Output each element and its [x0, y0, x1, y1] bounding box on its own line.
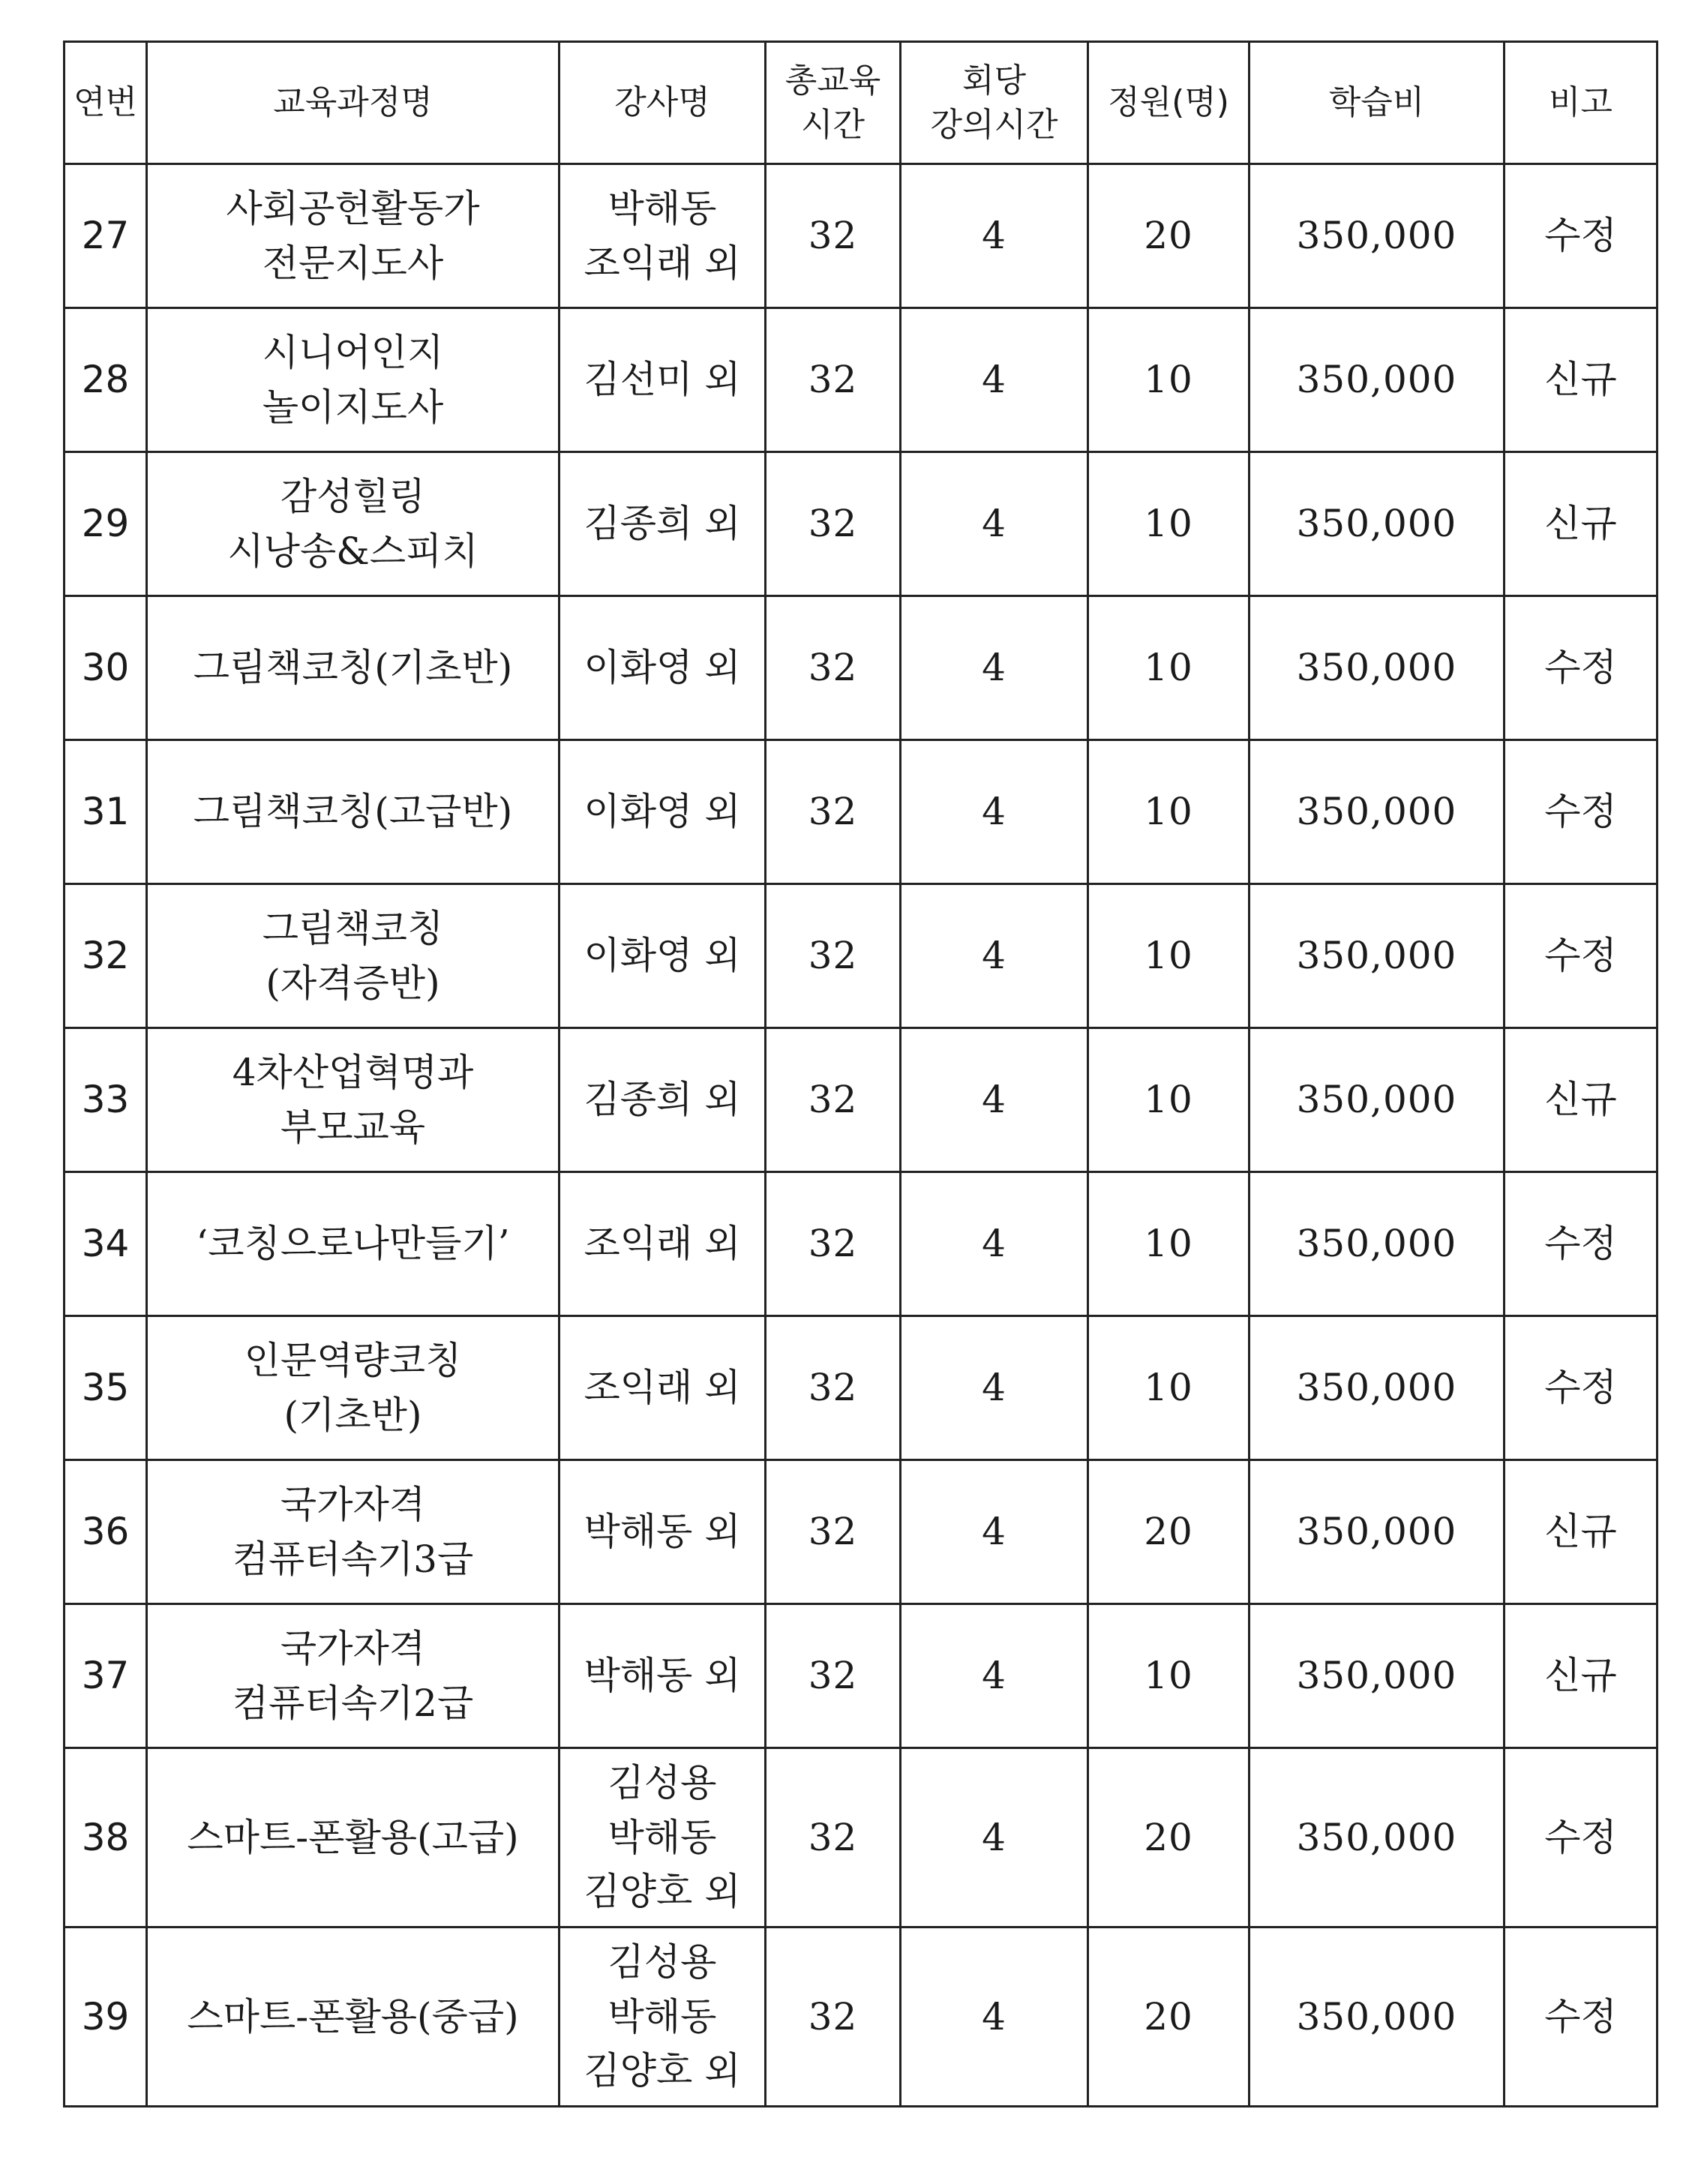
total-hours: 32	[766, 308, 901, 452]
instructor-name	[560, 884, 766, 1028]
instructor-name	[560, 1748, 766, 1928]
fee: 350,000	[1250, 1604, 1504, 1748]
note: 수정	[1504, 740, 1658, 884]
course-name-line: 컴퓨터속기3급	[232, 1537, 474, 1581]
note: 수정	[1504, 1748, 1658, 1928]
capacity: 10	[1088, 452, 1250, 596]
total-hours: 32	[766, 1460, 901, 1604]
instructor-name	[560, 1604, 766, 1748]
session-hours: 4	[901, 1460, 1088, 1604]
session-hours: 4	[901, 308, 1088, 452]
table-row	[64, 308, 1658, 452]
capacity: 10	[1088, 740, 1250, 884]
total-hours: 32	[766, 740, 901, 884]
instructor-name-line: 박해동	[608, 1994, 717, 2038]
header-total-hours	[766, 42, 901, 164]
course-name-line: 감성힐링	[280, 475, 426, 518]
capacity: 10	[1088, 1028, 1250, 1172]
course-table	[63, 40, 1658, 2108]
row-number: 31	[64, 740, 147, 884]
header-no: 연번	[64, 42, 147, 164]
capacity: 20	[1088, 164, 1250, 308]
instructor-name	[560, 308, 766, 452]
course-name	[147, 452, 560, 596]
instructor-name-line: 박해동	[608, 1815, 717, 1859]
table-body	[64, 164, 1658, 2107]
instructor-name-line: 김양호 외	[584, 1870, 741, 1914]
fee: 350,000	[1250, 1460, 1504, 1604]
row-number: 30	[64, 596, 147, 740]
instructor-name	[560, 1928, 766, 2107]
fee: 350,000	[1250, 1928, 1504, 2107]
instructor-name-line: 김성용	[608, 1940, 717, 1984]
note: 수정	[1504, 596, 1658, 740]
capacity: 10	[1088, 884, 1250, 1028]
instructor-name-line: 박해동 외	[584, 1654, 741, 1698]
total-hours: 32	[766, 1316, 901, 1460]
table-row	[64, 452, 1658, 596]
course-name-line: 그림책코칭(고급반)	[193, 790, 513, 834]
fee: 350,000	[1250, 452, 1504, 596]
table-row	[64, 596, 1658, 740]
total-hours: 32	[766, 164, 901, 308]
instructor-name-line: 박해동 외	[584, 1510, 741, 1554]
instructor-name	[560, 740, 766, 884]
instructor-name	[560, 596, 766, 740]
note: 신규	[1504, 452, 1658, 596]
course-name	[147, 1604, 560, 1748]
instructor-name	[560, 452, 766, 596]
course-name-line: (자격증반)	[266, 961, 440, 1005]
total-hours: 32	[766, 1748, 901, 1928]
total-hours: 32	[766, 452, 901, 596]
course-name-line: (기초반)	[284, 1393, 422, 1437]
course-name-line: 국가자격	[280, 1483, 426, 1526]
capacity: 10	[1088, 1604, 1250, 1748]
course-name-line: 컴퓨터속기2급	[232, 1681, 474, 1725]
fee: 350,000	[1250, 164, 1504, 308]
header-instructor: 강사명	[560, 42, 766, 164]
instructor-name	[560, 1460, 766, 1604]
session-hours: 4	[901, 1316, 1088, 1460]
course-name-line: 사회공헌활동가	[226, 187, 480, 230]
course-name-line: 스마트-폰활용(중급)	[187, 1994, 519, 2038]
header-session-hours-line2: 강의시간	[930, 106, 1058, 144]
row-number: 36	[64, 1460, 147, 1604]
capacity: 10	[1088, 308, 1250, 452]
header-total-hours-line1: 총교육	[784, 61, 881, 100]
total-hours: 32	[766, 596, 901, 740]
instructor-name-line: 김종희 외	[584, 1078, 741, 1122]
instructor-name-line: 조익래 외	[584, 241, 741, 285]
session-hours: 4	[901, 164, 1088, 308]
row-number: 29	[64, 452, 147, 596]
session-hours: 4	[901, 1172, 1088, 1316]
fee: 350,000	[1250, 740, 1504, 884]
instructor-name-line: 이화영 외	[584, 646, 741, 690]
course-name	[147, 1316, 560, 1460]
table-row	[64, 1604, 1658, 1748]
session-hours: 4	[901, 1604, 1088, 1748]
instructor-name	[560, 164, 766, 308]
total-hours: 32	[766, 1172, 901, 1316]
instructor-name	[560, 1172, 766, 1316]
capacity: 20	[1088, 1460, 1250, 1604]
course-name	[147, 884, 560, 1028]
note: 수정	[1504, 1316, 1658, 1460]
fee: 350,000	[1250, 596, 1504, 740]
table-row	[64, 1316, 1658, 1460]
table-row	[64, 1028, 1658, 1172]
session-hours: 4	[901, 1928, 1088, 2107]
instructor-name-line: 박해동	[608, 187, 717, 230]
note: 수정	[1504, 1928, 1658, 2107]
row-number: 32	[64, 884, 147, 1028]
row-number: 39	[64, 1928, 147, 2107]
table-row	[64, 1928, 1658, 2107]
note: 신규	[1504, 308, 1658, 452]
total-hours: 32	[766, 1928, 901, 2107]
note: 수정	[1504, 884, 1658, 1028]
row-number: 28	[64, 308, 147, 452]
capacity: 10	[1088, 596, 1250, 740]
course-name	[147, 164, 560, 308]
instructor-name-line: 김양호 외	[584, 2049, 741, 2093]
total-hours: 32	[766, 884, 901, 1028]
course-name-line: 시니어인지	[262, 331, 444, 374]
course-name-line: 국가자격	[280, 1627, 426, 1670]
table-row	[64, 1748, 1658, 1928]
capacity: 10	[1088, 1316, 1250, 1460]
header-capacity: 정원(명)	[1088, 42, 1250, 164]
capacity: 10	[1088, 1172, 1250, 1316]
total-hours: 32	[766, 1604, 901, 1748]
note: 수정	[1504, 164, 1658, 308]
course-name	[147, 1928, 560, 2107]
row-number: 38	[64, 1748, 147, 1928]
fee: 350,000	[1250, 1172, 1504, 1316]
table-row	[64, 740, 1658, 884]
course-name-line: 그림책코칭(기초반)	[193, 646, 513, 690]
capacity: 20	[1088, 1748, 1250, 1928]
session-hours: 4	[901, 452, 1088, 596]
fee: 350,000	[1250, 308, 1504, 452]
instructor-name	[560, 1028, 766, 1172]
header-session-hours-line1: 회당	[962, 61, 1026, 100]
row-number: 35	[64, 1316, 147, 1460]
session-hours: 4	[901, 1028, 1088, 1172]
table-row	[64, 164, 1658, 308]
course-name	[147, 740, 560, 884]
course-name-line: 부모교육	[280, 1105, 426, 1149]
fee: 350,000	[1250, 1748, 1504, 1928]
note: 수정	[1504, 1172, 1658, 1316]
instructor-name-line: 조익래 외	[584, 1366, 741, 1410]
header-course: 교육과정명	[147, 42, 560, 164]
note: 신규	[1504, 1028, 1658, 1172]
course-name-line: 인문역량코칭	[244, 1339, 462, 1382]
session-hours: 4	[901, 884, 1088, 1028]
row-number: 37	[64, 1604, 147, 1748]
header-row	[64, 42, 1658, 164]
course-name	[147, 308, 560, 452]
header-total-hours-line2: 시간	[800, 106, 865, 144]
course-name-line: 전문지도사	[262, 241, 444, 285]
course-name	[147, 1748, 560, 1928]
fee: 350,000	[1250, 1028, 1504, 1172]
instructor-name-line: 김종희 외	[584, 502, 741, 546]
course-name-line: ‘코칭으로나만들기’	[196, 1222, 510, 1266]
header-session-hours	[901, 42, 1088, 164]
instructor-name-line: 김선미 외	[584, 358, 741, 402]
instructor-name-line: 이화영 외	[584, 934, 741, 978]
header-note: 비고	[1504, 42, 1658, 164]
capacity: 20	[1088, 1928, 1250, 2107]
fee: 350,000	[1250, 1316, 1504, 1460]
instructor-name-line: 김성용	[608, 1761, 717, 1805]
course-name-line: 그림책코칭	[262, 907, 444, 950]
instructor-name	[560, 1316, 766, 1460]
course-name-line: 시낭송&스피치	[227, 529, 478, 573]
row-number: 27	[64, 164, 147, 308]
instructor-name-line: 이화영 외	[584, 790, 741, 834]
course-name-line: 스마트-폰활용(고급)	[187, 1815, 519, 1859]
course-name-line: 놀이지도사	[262, 385, 444, 429]
table-row	[64, 884, 1658, 1028]
note: 신규	[1504, 1460, 1658, 1604]
table-row	[64, 1172, 1658, 1316]
course-name-line: 4차산업혁명과	[232, 1051, 474, 1094]
session-hours: 4	[901, 1748, 1088, 1928]
row-number: 34	[64, 1172, 147, 1316]
course-name	[147, 1028, 560, 1172]
session-hours: 4	[901, 596, 1088, 740]
note: 신규	[1504, 1604, 1658, 1748]
fee: 350,000	[1250, 884, 1504, 1028]
course-name	[147, 1172, 560, 1316]
course-name	[147, 596, 560, 740]
row-number: 33	[64, 1028, 147, 1172]
session-hours: 4	[901, 740, 1088, 884]
total-hours: 32	[766, 1028, 901, 1172]
course-name	[147, 1460, 560, 1604]
header-fee: 학습비	[1250, 42, 1504, 164]
table-row	[64, 1460, 1658, 1604]
instructor-name-line: 조익래 외	[584, 1222, 741, 1266]
